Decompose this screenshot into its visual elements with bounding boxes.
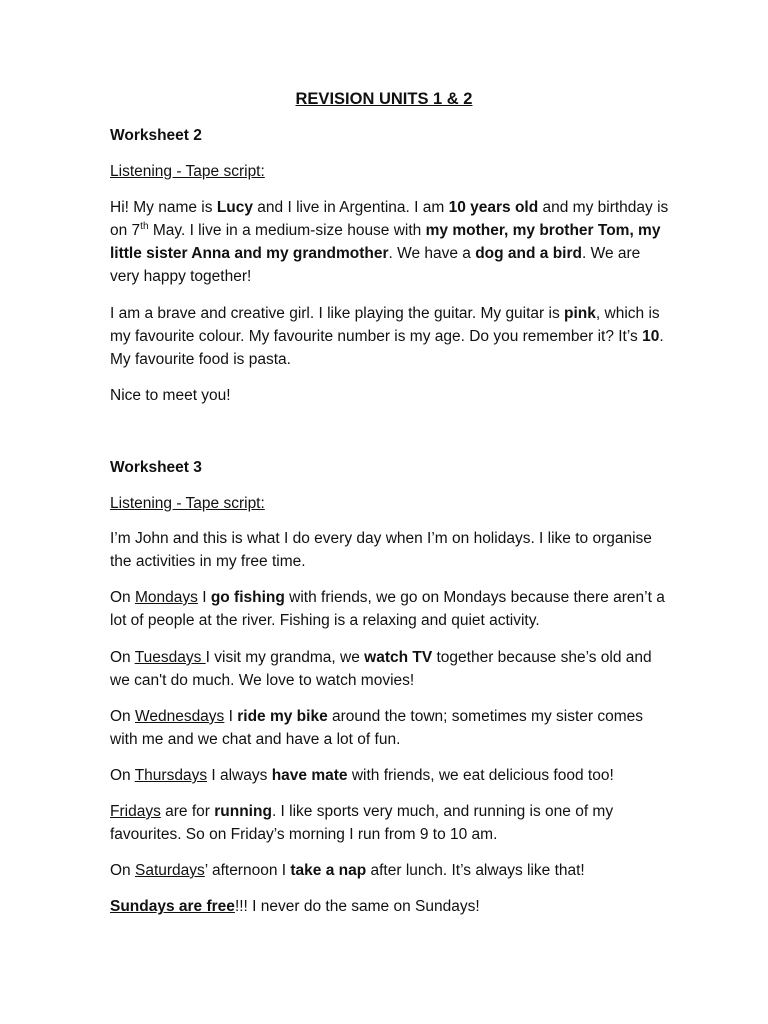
worksheet-3-thursday: On Thursdays I always have mate with friends, we eat delicious food too!	[110, 767, 614, 784]
worksheet-3-wednesday: On Wednesdays I ride my bike around the town; sometimes my sister comes with me and we chat and have a lot of fun.	[110, 708, 643, 748]
worksheet-3-tuesday: On Tuesdays I visit my grandma, we watch TV together because she’s old and we can't do much. We love to watch movies!	[110, 649, 652, 689]
worksheet-3-saturday: On Saturdays’ afternoon I take a nap after lunch. It’s always like that!	[110, 862, 585, 879]
worksheet-2-paragraph-1: Hi! My name is Lucy and I live in Argentina. I am 10 years old and my birthday is on 7th May. I live in a medium-size house with my mother, my brother Tom, my little sister Anna and my grandmother. We have a dog and a bird. We are very happy together!	[110, 199, 669, 285]
worksheet-3-monday: On Mondays I go fishing with friends, we go on Mondays because there aren’t a lot of people at the river. Fishing is a relaxing and quiet activity.	[110, 589, 665, 629]
worksheet-2-heading: Worksheet 2	[110, 127, 202, 144]
worksheet-3-intro: I’m John and this is what I do every day when I’m on holidays. I like to organise the activities in my free time.	[110, 530, 652, 570]
worksheet-3-listening-label: Listening - Tape script:	[110, 495, 265, 512]
worksheet-2-listening-label: Listening - Tape script:	[110, 163, 265, 180]
worksheet-2-paragraph-3: Nice to meet you!	[110, 387, 231, 404]
worksheet-2-paragraph-2: I am a brave and creative girl. I like playing the guitar. My guitar is pink, which is my favourite colour. My favourite number is my age. Do you remember it? It’s 10. My favourite food is pasta.	[110, 305, 664, 368]
worksheet-3-friday: Fridays are for running. I like sports very much, and running is one of my favourites. So on Friday’s morning I run from 9 to 10 am.	[110, 803, 614, 843]
worksheet-3-sunday: Sundays are free!!! I never do the same on Sundays!	[110, 898, 480, 915]
worksheet-3-heading: Worksheet 3	[110, 459, 202, 476]
page-title: REVISION UNITS 1 & 2	[295, 90, 473, 108]
